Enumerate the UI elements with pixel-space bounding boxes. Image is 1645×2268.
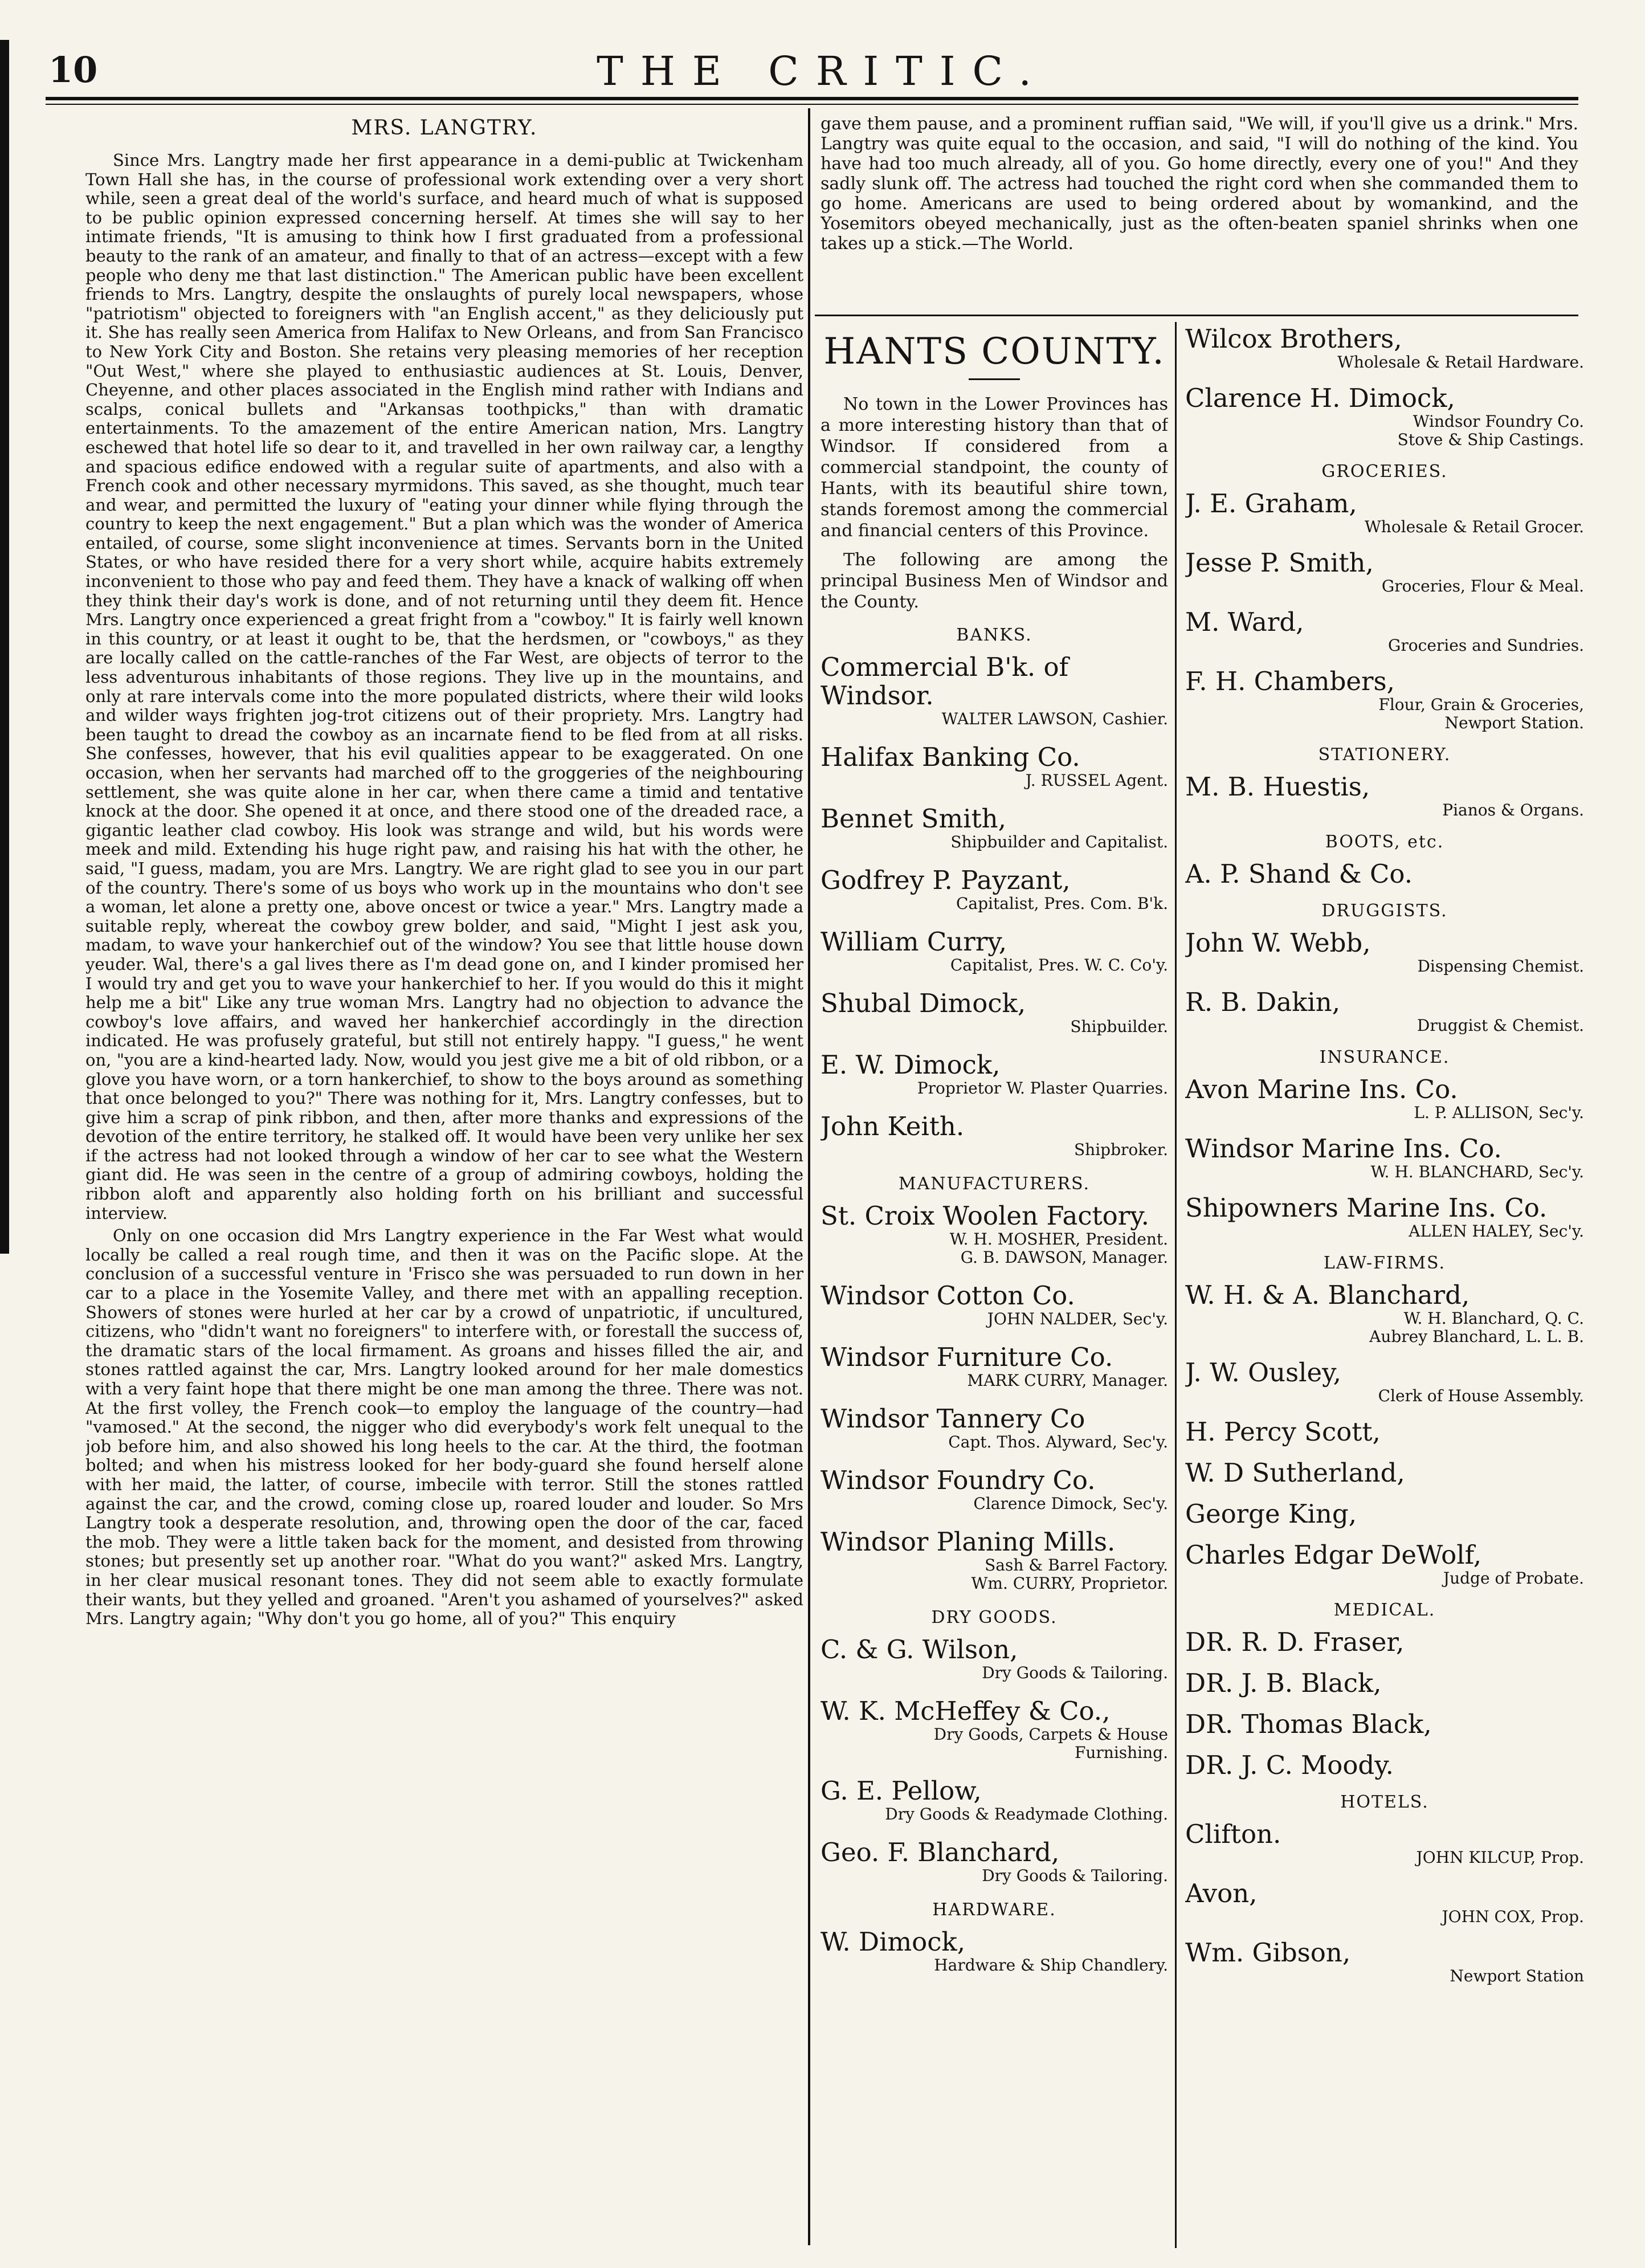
business-name: Godfrey P. Payzant, xyxy=(821,865,1071,895)
column-divider xyxy=(808,108,810,2245)
business-entry xyxy=(821,1405,1168,1451)
directory-column-right xyxy=(1185,325,1584,2251)
business-name: Avon, xyxy=(1185,1878,1258,1908)
business-detail: JOHN NALDER, Sec'y. xyxy=(987,1310,1168,1328)
business-detail: JOHN COX, Prop. xyxy=(1442,1907,1584,1926)
business-entry xyxy=(821,1202,1168,1267)
business-entry xyxy=(821,1343,1168,1390)
business-name: Clifton. xyxy=(1185,1819,1281,1849)
business-detail: Flour, Grain & Groceries, xyxy=(1378,695,1584,714)
business-entry xyxy=(1185,1281,1584,1346)
business-name: Commercial B'k. of Windsor. xyxy=(821,652,1069,711)
business-detail: Pianos & Organs. xyxy=(1442,801,1584,819)
article-paragraph: Only on one occasion did Mrs Langtry experience in the Far West what would locally be called a real rough time, and then it was on the Pacific slope. At the conclusion of a successful venture in 'Frisco she was persuaded to run down in her car to a place in the Yosemite Valley, and there met with an appalling reception. Showers of stones were hurled at her car by a crowd of unpatriotic, if uncultured, citizens, who "didn't want no foreigners" to interfere with, or forestall the success of, the dramatic stars of the local firmament. As groans and hisses filled the air, and stones rattled against the car, Mrs. Langtry looked around for her male domestics with a very faint hope that there might be one man among the three. There was not. At the first volley, the French cook—to employ the language of the country—had "vamosed." At the second, the nigger who did everybody's work felt unequal to the job before him, and also showed his long heels to the car. At the third, the footman bolted; and when his mistress looked for her body-guard she found herself alone with her maid, the latter, of course, imbecile with terror. Still the stones rattled against the car, and the crowd, coming close up, roared louder and louder. So Mrs Langtry took a desperate resolution, and, throwing open the door of the car, faced the mob. They were a little taken back for the moment, and desisted from throwing stones; but presently set up another roar. "What do you want?" asked Mrs. Langtry, in her clear musical resonant tones. They did not seem able to exactly formulate their wants, but they yelled and groaned. "Aren't you ashamed of yourselves?" asked Mrs. Langtry again; "Why don't you go home, all of you?" This enquiry xyxy=(85,1226,803,1629)
business-detail: Dry Goods & Tailoring. xyxy=(982,1866,1168,1885)
business-detail: Wholesale & Retail Hardware. xyxy=(1337,353,1584,372)
business-entry xyxy=(821,1466,1168,1513)
masthead-title: THE CRITIC. xyxy=(597,48,1048,95)
business-detail: Dry Goods & Tailoring. xyxy=(982,1663,1168,1682)
business-name: George King, xyxy=(1185,1499,1357,1529)
business-entry xyxy=(821,805,1168,851)
business-name: Clarence H. Dimock, xyxy=(1185,383,1455,413)
business-entry xyxy=(1185,1459,1584,1487)
business-detail: Judge of Probate. xyxy=(1443,1569,1584,1588)
business-detail: Druggist & Chemist. xyxy=(1417,1016,1584,1035)
business-name: William Curry, xyxy=(821,927,1007,957)
business-entry xyxy=(821,1528,1168,1593)
business-entry xyxy=(821,1777,1168,1824)
business-entry xyxy=(1185,1710,1584,1739)
business-name: Windsor Furniture Co. xyxy=(821,1342,1113,1372)
business-name: Avon Marine Ins. Co. xyxy=(1185,1074,1458,1104)
business-name: DR. R. D. Fraser, xyxy=(1185,1627,1405,1657)
article-continuation: gave them pause, and a prominent ruffian said, "We will, if you'll give us a drink." Mrs. Langtry was quite equal to the occasion, and said, "I will do nothing of the kind. You have had too much already, all of you. Go home directly, every one of you!" And they sadly slunk off. The actress had touched the right cord when she commanded them to go home. Americans are used to being ordered about by womankind, and the Yosemitors obeyed mechanically, just as the often-beaten spaniel shrinks when one takes up a stick.—The World. xyxy=(821,114,1578,254)
business-detail: L. P. ALLISON, Sec'y. xyxy=(1414,1103,1584,1122)
business-name: Jesse P. Smith, xyxy=(1185,548,1374,578)
business-detail: Dry Goods & Readymade Clothing. xyxy=(885,1805,1168,1824)
title-rule xyxy=(969,378,1020,380)
business-name: W. Dimock, xyxy=(821,1927,966,1957)
section-heading: HOTELS. xyxy=(1340,1792,1429,1812)
business-name: Windsor Foundry Co. xyxy=(821,1465,1096,1495)
business-name: Bennet Smith, xyxy=(821,803,1006,834)
business-entry xyxy=(821,1282,1168,1328)
business-name: G. E. Pellow, xyxy=(821,1776,982,1806)
business-name: M. B. Huestis, xyxy=(1185,772,1370,802)
business-entry xyxy=(1185,490,1584,536)
business-entry xyxy=(821,653,1168,728)
business-name: DR. J. C. Moody. xyxy=(1185,1750,1394,1780)
business-entry xyxy=(821,928,1168,974)
business-name: J. W. Ousley, xyxy=(1185,1357,1341,1388)
business-detail: Capitalist, Pres. W. C. Co'y. xyxy=(950,956,1168,974)
business-detail: Proprietor W. Plaster Quarries. xyxy=(917,1079,1168,1098)
business-name: Windsor Marine Ins. Co. xyxy=(1185,1133,1502,1164)
business-detail: Shipbuilder and Capitalist. xyxy=(950,833,1168,851)
page-number: 10 xyxy=(48,49,98,91)
article-column xyxy=(85,114,803,2234)
business-name: Geo. F. Blanchard, xyxy=(821,1837,1060,1867)
business-entry xyxy=(1185,860,1584,888)
business-detail: J. RUSSEL Agent. xyxy=(1025,771,1168,790)
section-heading: DRY GOODS. xyxy=(931,1608,1058,1627)
directory-intro: The following are among the principal Business Men of Windsor and the County. xyxy=(821,550,1168,612)
business-name: J. E. Graham, xyxy=(1185,488,1357,519)
business-entry xyxy=(1185,988,1584,1035)
column-divider xyxy=(1175,322,1177,2248)
business-detail: Capitalist, Pres. Com. B'k. xyxy=(956,894,1168,913)
business-name: Halifax Banking Co. xyxy=(821,742,1080,772)
business-detail: Dry Goods, Carpets & House xyxy=(933,1725,1168,1744)
business-name: C. & G. Wilson, xyxy=(821,1634,1018,1665)
business-name: F. H. Chambers, xyxy=(1185,666,1395,696)
business-detail: Wm. CURRY, Proprietor. xyxy=(971,1574,1168,1593)
business-name: E. W. Dimock, xyxy=(821,1050,1001,1080)
business-name: Wm. Gibson, xyxy=(1185,1937,1351,1968)
directory-intro: No town in the Lower Provinces has a more interesting history than that of Windsor. If considered from a commercial standpoint, the county of Hants, with its beautiful shire town, stands foremost among the commercial and financial centers of this Province. xyxy=(821,394,1168,541)
business-detail: ALLEN HALEY, Sec'y. xyxy=(1409,1222,1584,1241)
directory-list xyxy=(1185,325,1584,1985)
business-detail: Shipbuilder. xyxy=(1070,1017,1168,1036)
business-entry xyxy=(1185,1194,1584,1241)
business-detail: JOHN KILCUP, Prop. xyxy=(1416,1848,1584,1867)
business-detail: W. H. MOSHER, President. xyxy=(949,1230,1168,1249)
business-entry xyxy=(1185,325,1584,372)
business-entry xyxy=(821,1112,1168,1159)
business-name: A. P. Shand & Co. xyxy=(1185,859,1413,889)
business-name: W. D Sutherland, xyxy=(1185,1458,1405,1488)
article-continuation-block xyxy=(821,114,1578,311)
directory-column-left xyxy=(821,325,1168,2251)
section-heading: GROCERIES. xyxy=(1321,462,1448,482)
business-detail: Sash & Barrel Factory. xyxy=(985,1556,1168,1574)
business-name: John Keith. xyxy=(821,1111,965,1141)
business-entry xyxy=(1185,608,1584,655)
business-entry xyxy=(821,1051,1168,1098)
business-detail: Furnishing. xyxy=(1074,1743,1168,1762)
business-entry xyxy=(821,743,1168,790)
business-name: Wilcox Brothers, xyxy=(1185,325,1402,354)
business-detail: Groceries and Sundries. xyxy=(1388,636,1584,655)
business-name: W. H. & A. Blanchard, xyxy=(1185,1280,1470,1310)
business-name: W. K. McHeffey & Co., xyxy=(821,1696,1111,1726)
business-detail: MARK CURRY, Manager. xyxy=(967,1371,1168,1390)
business-detail: Wholesale & Retail Grocer. xyxy=(1365,517,1584,536)
header-rule-thick xyxy=(46,97,1578,100)
business-name: DR. J. B. Black, xyxy=(1185,1668,1382,1698)
business-name: R. B. Dakin, xyxy=(1185,987,1341,1017)
article-title: MRS. LANGTRY. xyxy=(351,116,538,140)
business-entry xyxy=(1185,1939,1584,1985)
section-heading: LAW-FIRMS. xyxy=(1323,1253,1446,1273)
business-entry xyxy=(1185,1541,1584,1588)
header-rule-thin xyxy=(46,104,1578,105)
business-detail: Newport Station. xyxy=(1444,713,1584,732)
business-name: Charles Edgar DeWolf, xyxy=(1185,1540,1482,1570)
business-name: Windsor Cotton Co. xyxy=(821,1280,1075,1311)
business-entry xyxy=(1185,929,1584,976)
section-divider xyxy=(815,315,1578,316)
business-detail: G. B. DAWSON, Manager. xyxy=(960,1248,1168,1267)
business-name: DR. Thomas Black, xyxy=(1185,1709,1432,1739)
business-detail: Stove & Ship Castings. xyxy=(1397,430,1584,449)
business-entry xyxy=(821,866,1168,913)
business-detail: Clerk of House Assembly. xyxy=(1378,1386,1584,1405)
business-entry xyxy=(821,1838,1168,1885)
business-entry xyxy=(1185,1418,1584,1446)
business-detail: Groceries, Flour & Meal. xyxy=(1381,577,1584,595)
business-entry xyxy=(1185,1751,1584,1780)
section-heading: DRUGGISTS. xyxy=(1321,901,1448,921)
directory-title: HANTS COUNTY. xyxy=(823,331,1165,373)
business-detail: W. H. BLANCHARD, Sec'y. xyxy=(1370,1162,1584,1181)
business-entry xyxy=(1185,1628,1584,1657)
business-detail: Shipbroker. xyxy=(1073,1140,1168,1159)
business-detail: W. H. Blanchard, Q. C. xyxy=(1403,1309,1584,1328)
section-heading: BANKS. xyxy=(956,625,1032,645)
business-name: Windsor Tannery Co xyxy=(821,1404,1085,1434)
business-entry xyxy=(1185,384,1584,449)
business-detail: Hardware & Ship Chandlery. xyxy=(934,1956,1168,1975)
business-name: Shipowners Marine Ins. Co. xyxy=(1185,1193,1548,1223)
business-detail: Capt. Thos. Alyward, Sec'y. xyxy=(948,1433,1168,1451)
directory-list xyxy=(821,625,1168,1975)
section-heading: MEDICAL. xyxy=(1333,1600,1436,1620)
business-entry xyxy=(1185,1820,1584,1867)
business-entry xyxy=(1185,1669,1584,1698)
section-heading: HARDWARE. xyxy=(932,1900,1056,1920)
scan-edge-bar xyxy=(0,40,9,1254)
business-entry xyxy=(1185,773,1584,819)
business-entry xyxy=(1185,1879,1584,1926)
business-detail: Newport Station xyxy=(1450,1967,1584,1985)
section-heading: MANUFACTURERS. xyxy=(898,1174,1091,1194)
business-name: Windsor Planing Mills. xyxy=(821,1527,1116,1557)
business-entry xyxy=(1185,1359,1584,1405)
business-detail: Dispensing Chemist. xyxy=(1417,957,1584,976)
section-heading: INSURANCE. xyxy=(1319,1047,1450,1067)
business-entry xyxy=(1185,1135,1584,1181)
business-entry xyxy=(821,1635,1168,1682)
business-name: M. Ward, xyxy=(1185,607,1304,637)
business-entry xyxy=(1185,1075,1584,1122)
article-paragraph: Since Mrs. Langtry made her first appearance in a demi-public at Twickenham Town Hall she has, in the course of professional work extending over a very short while, seen a great deal of the world's surface, and heard much of what is supposed to be public opinion expressed concerning herself. At times she will say to her intimate friends, "It is amusing to think how I first graduated from a professional beauty to the rank of an amateur, and finally to that of an actress—except with a few people who deny me that last distinction." The American public have been excellent friends to Mrs. Langtry, despite the onslaughts of purely local newspapers, whose "patriotism" objected to foreigners with "an English accent," as they deliciously put it. She has really seen America from Halifax to New Orleans, and from San Francisco to New York City and Boston. She retains very pleasing memories of her reception "Out West," where she played to enthusiastic audiences at St. Louis, Denver, Cheyenne, and other places associated in the English mind rather with Indians and scalps, conical bullets and "Arkansas toothpicks," than with dramatic entertainments. To the amazement of the entire American nation, Mrs. Langtry eschewed that hotel life so dear to it, and travelled in her own railway car, a lengthy and spacious edifice endowed with a regular suite of apartments, and also with a French cook and other necessary myrmidons. This saved, as she thought, much tear and wear, and permitted the luxury of "eating your dinner while flying through the country to keep the next engagement." But a plan which was the wonder of America entailed, of course, some slight inconvenience at times. Servants born in the United States, or who have resided there for a very short while, acquire habits extremely inconvenient to those who pay and feed them. They have a knack of walking off when they think their day's work is done, and of not returning until they deem fit. Hence Mrs. Langtry once experienced a great fright from a "cowboy." It is fairly well known in this country, or at least it ought to be, that the herdsmen, or "cowboys," as they are locally called on the cattle-ranches of the Far West, are objects of terror to the less adventurous inhabitants of those regions. They live up in the mountains, and only at rare intervals come into the more populated districts, where their wild looks and wilder ways frighten jog-trot citizens out of their propriety. Mrs. Langtry had been taught to dread the cowboy as an incarnate fiend to be fled from at all risks. She confesses, however, that his evil qualities appear to be exaggerated. On one occasion, when her servants had marched off to the groggeries of the neighbouring settlement, she was quite alone in her car, when there came a timid and tentative knock at the door. She opened it at once, and there stood one of the dreaded race, a gigantic leather clad cowboy. His look was strange and wild, but his words were meek and mild. Extending his huge right paw, and raising his hat with the other, he said, "I guess, madam, you are Mrs. Langtry. We are right glad to see you in our part of the country. There's some of us boys who work up in the mountains who don't see a woman, let alone a pretty one, above oncest or twice a year." Mrs. Langtry made a suitable reply, whereat the cowboy grew bolder, and said, "Might I jest ask you, madam, to wave your hankerchief out of the window? You see that little house down yeuder. Wal, there's a gal lives there as I'm dead gone on, and I kinder promised her I would try and get you to wave your hankerchief to her. If you would do this it might help me a bit" Like any true woman Mrs. Langtry had no objection to advance the cowboy's love affairs, and waved her hankerchief accordingly in the direction indicated. He was profusely grateful, but still not entirely happy. "I guess," he went on, "you are a kind-hearted lady. Now, would you jest give me a bit of old ribbon, or a glove you have worn, or a torn hankerchief, to show to the boys around as something that once belonged to you?" There was nothing for it, Mrs. Langtry confesses, but to give him a scrap of pink ribbon, and then, after more thanks and expressions of the devotion of the entire territory, he stalked off. It would have been very unlike her sex if the actress had not looked through a window of her car to see what the Western giant did. He was seen in the centre of a group of admiring cowboys, holding the ribbon aloft and apparently also holding forth on his brilliant and successful interview. xyxy=(85,150,803,1223)
business-entry xyxy=(821,1697,1168,1762)
business-name: St. Croix Woolen Factory. xyxy=(821,1201,1149,1231)
business-name: H. Percy Scott, xyxy=(1185,1417,1381,1447)
business-detail: Aubrey Blanchard, L. L. B. xyxy=(1369,1327,1584,1346)
business-name: John W. Webb, xyxy=(1185,928,1371,958)
business-entry xyxy=(821,989,1168,1036)
business-detail: Clarence Dimock, Sec'y. xyxy=(973,1494,1168,1513)
business-entry xyxy=(1185,549,1584,595)
business-detail: WALTER LAWSON, Cashier. xyxy=(941,709,1168,728)
business-entry xyxy=(821,1928,1168,1975)
section-heading: STATIONERY. xyxy=(1318,745,1451,765)
business-entry xyxy=(1185,667,1584,732)
business-name: Shubal Dimock, xyxy=(821,988,1026,1018)
business-entry xyxy=(1185,1500,1584,1528)
section-heading: BOOTS, etc. xyxy=(1325,832,1444,852)
business-detail: Windsor Foundry Co. xyxy=(1413,412,1584,431)
